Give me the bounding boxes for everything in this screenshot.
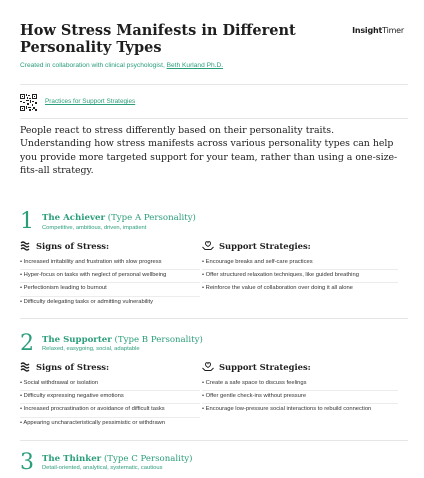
credit-prefix: Created in collaboration with clinical psychologist, <box>20 62 167 69</box>
divider <box>20 118 408 119</box>
credit-line <box>20 62 223 69</box>
signs-column <box>20 361 200 430</box>
intro-paragraph: People react to stress differently based on their personality traits. Understanding how stress manifests across various personality types can help you provide more targeted support for your team, rather than using a one-size-fits-all strategy. <box>20 125 398 177</box>
section-type: (Type C Personality) <box>103 454 193 464</box>
list-item: • Encourage breaks and self-care practices <box>202 257 398 270</box>
section-type: (Type A Personality) <box>107 213 196 223</box>
support-column <box>202 361 398 417</box>
section-name: The Thinker <box>42 454 102 464</box>
brand-thin: Timer <box>382 26 404 35</box>
qr-code-icon <box>20 94 37 111</box>
list-item-text: Difficulty expressing negative emotions <box>23 393 124 400</box>
section-number: 1 <box>20 209 34 234</box>
section-achiever <box>20 211 408 311</box>
section-traits: Relaxed, easygoing, social, adaptable <box>42 346 140 352</box>
stress-signs-icon <box>20 241 31 251</box>
section-number: 2 <box>20 331 34 356</box>
list-item-text: Encourage low-pressure social interactions to rebuild connection <box>205 406 372 413</box>
practices-link[interactable]: Practices for Support Strategies <box>45 98 136 105</box>
list-item: • Create a safe space to discuss feelings <box>202 378 398 391</box>
section-number: 3 <box>20 450 34 475</box>
list-item: • Hyper-focus on tasks with neglect of personal wellbeing <box>20 270 200 283</box>
section-title <box>42 454 193 464</box>
divider <box>20 318 408 319</box>
page-title: How Stress Manifests in Different Personality Types <box>20 22 296 56</box>
support-label: Support Strategies: <box>219 362 311 372</box>
support-hands-icon <box>202 241 214 251</box>
stress-signs-icon <box>20 362 31 372</box>
support-column <box>202 240 398 296</box>
section-traits: Competitive, ambitious, driven, impatient <box>42 225 147 231</box>
support-label: Support Strategies: <box>219 241 311 251</box>
list-item-text: Appearing uncharacteristically pessimistic or withdrawn <box>23 419 166 426</box>
brand-bold: Insight <box>352 26 383 35</box>
section-title <box>42 335 203 345</box>
list-item-text: Increased irritability and frustration with slow progress <box>23 259 162 265</box>
list-item: • Increased procrastination or avoidance of difficult tasks <box>20 404 200 417</box>
support-hands-icon <box>202 362 214 372</box>
list-item-text: Perfectionism leading to burnout <box>23 285 107 292</box>
list-item-text: Encourage breaks and self-care practices <box>205 259 313 265</box>
signs-label: Signs of Stress: <box>36 362 110 372</box>
brand-logo <box>352 26 404 35</box>
section-title <box>42 213 196 223</box>
section-type: (Type B Personality) <box>114 335 203 345</box>
list-item: • Increased irritability and frustration with slow progress <box>20 257 200 270</box>
list-item: • Offer structured relaxation techniques, like guided breathing <box>202 270 398 283</box>
section-name: The Supporter <box>42 335 112 345</box>
list-item: • Difficulty delegating tasks or admitting vulnerability <box>20 298 154 305</box>
section-supporter <box>20 333 408 433</box>
section-thinker <box>20 452 408 478</box>
list-item-text: Hyper-focus on tasks with neglect of personal wellbeing <box>23 272 167 279</box>
signs-label: Signs of Stress: <box>36 241 110 251</box>
list-item-text: Create a safe space to discuss feelings <box>205 380 307 386</box>
support-heading <box>202 361 398 373</box>
list-item-text: Reinforce the value of collaboration over doing it all alone <box>205 285 353 292</box>
support-heading <box>202 240 398 252</box>
signs-column <box>20 240 200 309</box>
list-item: • Social withdrawal or isolation <box>20 378 200 391</box>
list-item: • Difficulty expressing negative emotions <box>20 391 200 404</box>
section-name: The Achiever <box>42 213 105 223</box>
list-item-text: Difficulty delegating tasks or admitting vulnerability <box>23 298 154 305</box>
section-traits: Detail-oriented, analytical, systematic, cautious <box>42 465 163 471</box>
divider <box>20 440 408 441</box>
list-item: • Offer gentle check-ins without pressure <box>202 391 398 404</box>
list-item: • Appearing uncharacteristically pessimistic or withdrawn <box>20 419 166 426</box>
list-item-text: Offer structured relaxation techniques, like guided breathing <box>205 272 359 279</box>
list-item: • Encourage low-pressure social interactions to rebuild connection <box>202 406 372 413</box>
divider <box>20 84 408 85</box>
signs-heading <box>20 240 200 252</box>
signs-heading <box>20 361 200 373</box>
list-item-text: Increased procrastination or avoidance of difficult tasks <box>23 406 165 413</box>
list-item: • Reinforce the value of collaboration over doing it all alone <box>202 285 353 292</box>
list-item-text: Social withdrawal or isolation <box>23 380 99 386</box>
list-item: • Perfectionism leading to burnout <box>20 283 200 296</box>
credit-author-link[interactable]: Beth Kurland Ph.D. <box>166 62 224 69</box>
list-item-text: Offer gentle check-ins without pressure <box>205 393 307 400</box>
